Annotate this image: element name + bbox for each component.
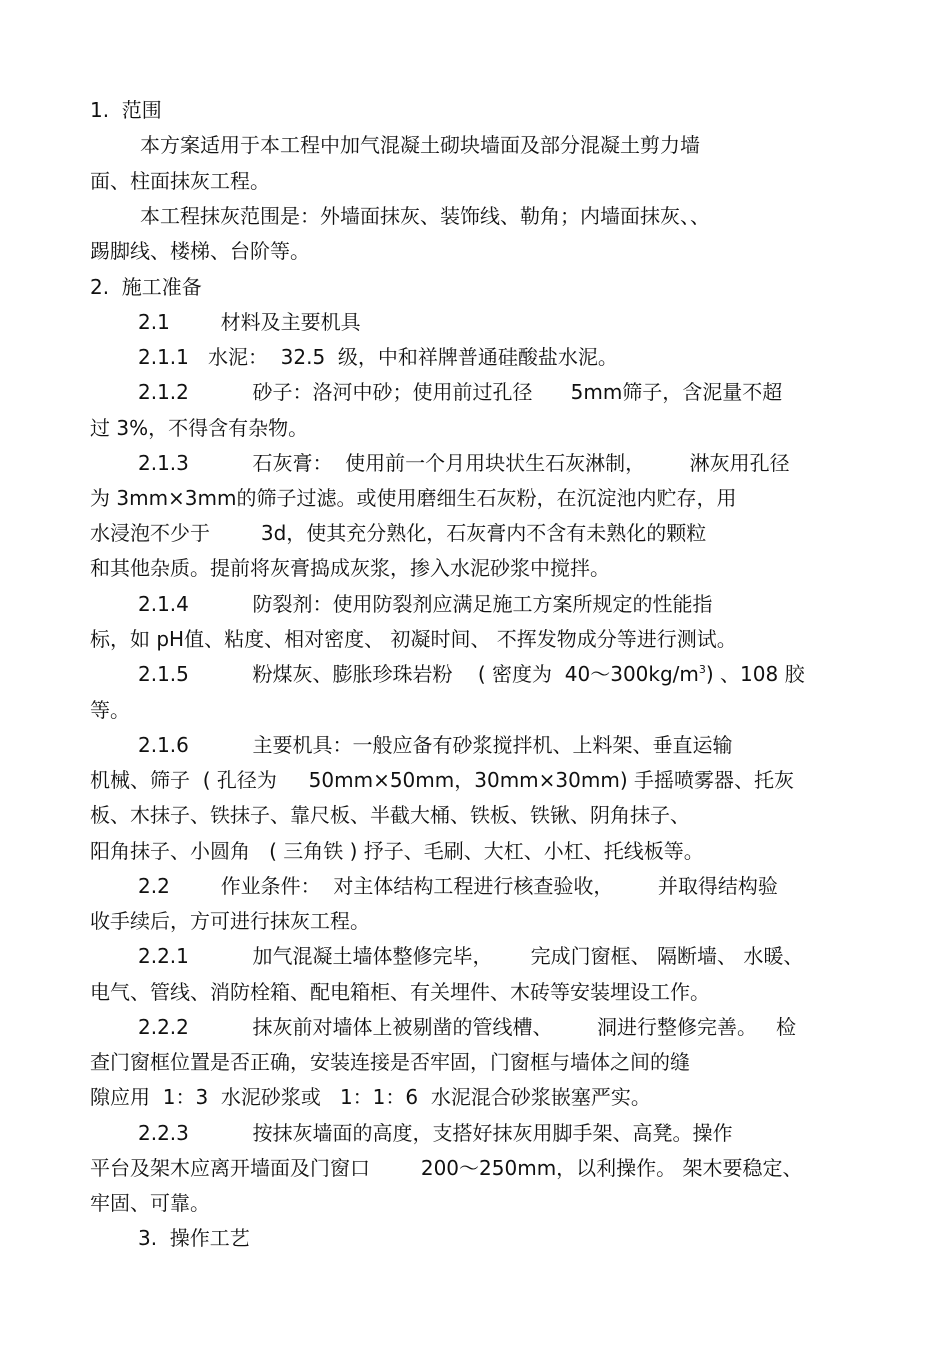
paragraph-line: 等。 (90, 698, 130, 722)
paragraph-line: 2.2.3 按抹灰墙面的高度，支搭好抹灰用脚手架、高凳。操作 (138, 1121, 733, 1145)
paragraph-line: 2.2 作业条件： 对主体结构工程进行核查验收， 并取得结构验 (138, 874, 778, 898)
section-heading-3: 3. 操作工艺 (138, 1226, 250, 1250)
superscript: 3 (698, 663, 706, 676)
subsection-heading: 2.1 材料及主要机具 (138, 310, 361, 334)
paragraph-line: 隙应用 1：3 水泥砂浆或 1：1：6 水泥混合砂浆嵌塞严实。 (90, 1085, 651, 1109)
paragraph-text: 2.1.5 粉煤灰、膨胀珍珠岩粉 ( 密度为 40～300kg/m (138, 662, 699, 686)
paragraph-line: 2.2.1 加气混凝土墙体整修完毕， 完成门窗框、 隔断墙、 水暖、 (138, 944, 804, 968)
paragraph-line: 踢脚线、楼梯、台阶等。 (90, 239, 310, 263)
paragraph-line: 水浸泡不少于 3d，使其充分熟化，石灰膏内不含有未熟化的颗粒 (90, 521, 707, 545)
paragraph-line: 收手续后，方可进行抹灰工程。 (90, 909, 370, 933)
paragraph-line: 为 3mm×3mm的筛子过滤。或使用磨细生石灰粉，在沉淀池内贮存，用 (90, 486, 737, 510)
paragraph-line: 牢固、可靠。 (90, 1191, 210, 1215)
paragraph-line: 本工程抹灰范围是：外墙面抹灰、装饰线、勒角；内墙面抹灰、、 (140, 204, 710, 228)
paragraph-line: 2.1.4 防裂剂：使用防裂剂应满足施工方案所规定的性能指 (138, 592, 713, 616)
paragraph-line: 过 3%，不得含有杂物。 (90, 416, 309, 440)
paragraph-line: 面、柱面抹灰工程。 (90, 169, 270, 193)
paragraph-line: 本方案适用于本工程中加气混凝土砌块墙面及部分混凝土剪力墙 (140, 133, 700, 157)
paragraph-line: 板、木抹子、铁抹子、靠尺板、半截大桶、铁板、铁锹、阴角抹子、 (90, 803, 690, 827)
paragraph-line: 机械、筛子 ( 孔径为 50mm×50mm，30mm×30mm) 手摇喷雾器、托灰 (90, 768, 794, 792)
paragraph-line: 2.1.1 水泥： 32.5 级，中和祥牌普通硅酸盐水泥。 (138, 345, 618, 369)
paragraph-line: 2.1.6 主要机具：一般应备有砂浆搅拌机、上料架、垂直运输 (138, 733, 733, 757)
paragraph-line: 2.2.2 抹灰前对墙体上被剔凿的管线槽、 洞进行整修完善。 检 (138, 1015, 797, 1039)
paragraph-line: 2.1.3 石灰膏： 使用前一个月用块状生石灰淋制， 淋灰用孔径 (138, 451, 790, 475)
paragraph-line: 2.1.2 砂子：洛河中砂；使用前过孔径 5mm筛子，含泥量不超 (138, 380, 783, 404)
paragraph-line: 阳角抹子、小圆角 ( 三角铁 ) 抒子、毛刷、大杠、小杠、托线板等。 (90, 839, 704, 863)
paragraph-line: 电气、管线、消防栓箱、配电箱柜、有关埋件、木砖等安装埋设工作。 (90, 980, 710, 1004)
paragraph-line: 平台及架木应离开墙面及门窗口 200～250mm，以利操作。 架木要稳定、 (90, 1156, 803, 1180)
section-heading-2: 2. 施工准备 (90, 275, 202, 299)
paragraph-line: 查门窗框位置是否正确，安装连接是否牢固，门窗框与墙体之间的缝 (90, 1050, 690, 1074)
section-heading-1: 1. 范围 (90, 98, 162, 122)
paragraph-line: 标，如 pH值、粘度、相对密度、 初凝时间、 不挥发物成分等进行测试。 (90, 627, 737, 651)
paragraph-line (138, 660, 805, 688)
paragraph-text: ) 、108 胶 (705, 662, 805, 686)
paragraph-line: 和其他杂质。提前将灰膏捣成灰浆，掺入水泥砂浆中搅拌。 (90, 556, 610, 580)
